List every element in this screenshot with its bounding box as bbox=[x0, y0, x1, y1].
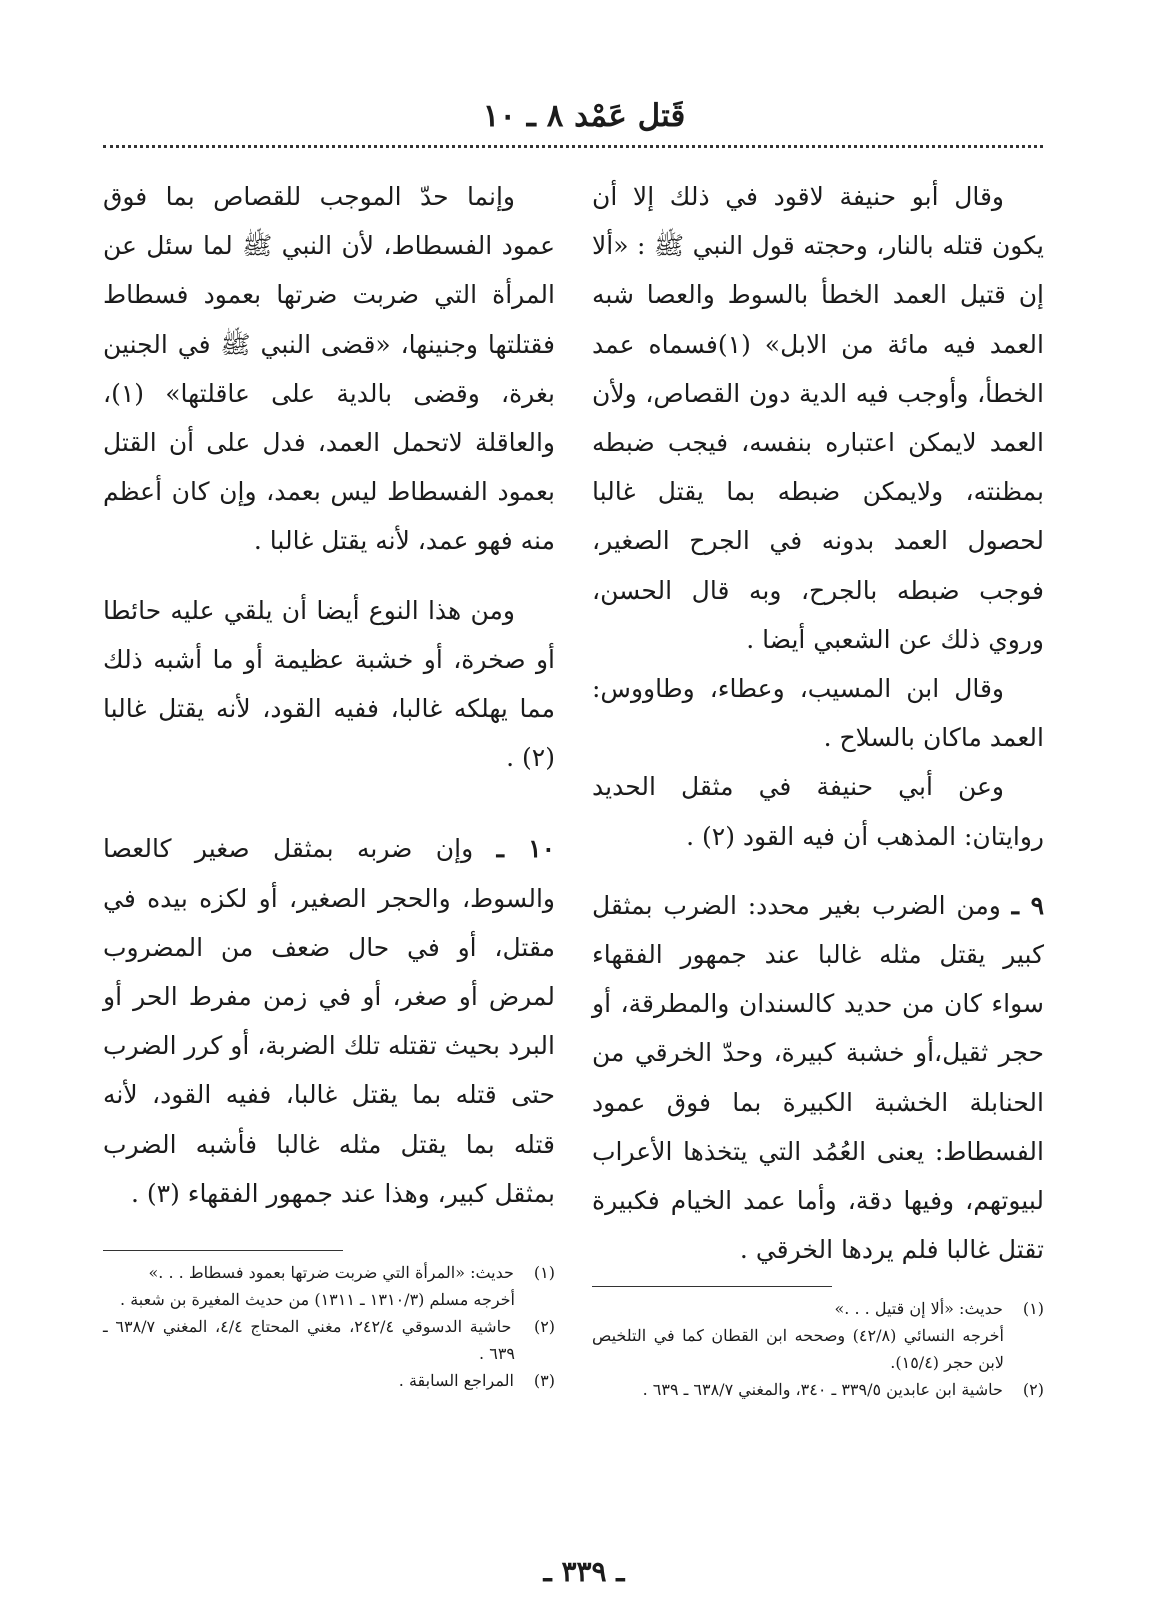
section-text: ومن الضرب بغير محدد: الضرب بمثقل كبير يقتل مثله غالبا عند جمهور الفقهاء سواء كان من حديد كالسندان والمطرقة، أو حجر ثقيل،أو خشبة كبيرة، وحدّ الخرقي من الحنابلة الخشبة الكبيرة بما فوق عمود الفسطاط: يعنى العُمُد التي يتخذها الأعراب لبيوتهم، وفيها دقة، وأما عمد الخيام فكبيرة تقتل غالبا فلم يردها الخرقي . bbox=[592, 890, 1044, 1265]
footnote-text: المراجع السابقة . bbox=[398, 1371, 514, 1391]
section-paragraph bbox=[103, 824, 555, 1218]
spacer bbox=[592, 861, 1044, 881]
footnote-text: حاشية ابن عابدين ٣٣٩/٥ ـ ٣٤٠، والمغني ٦٣٨/٧ ـ ٦٣٩ . bbox=[642, 1380, 1003, 1400]
left-column bbox=[103, 172, 555, 1394]
page-number: ـ ٣٣٩ ـ bbox=[543, 1555, 625, 1588]
footnote bbox=[592, 1295, 1044, 1376]
footnote-divider bbox=[103, 1250, 343, 1251]
spacer bbox=[103, 566, 555, 586]
header-divider bbox=[103, 145, 1043, 148]
footnote bbox=[103, 1313, 555, 1367]
footnote-text: حديث: «المرأة التي ضربت ضرتها بعمود فسطاط . . .» bbox=[148, 1263, 514, 1283]
footnote-number: (٢) bbox=[533, 1317, 556, 1337]
footnote-number: (٢) bbox=[1022, 1380, 1044, 1400]
footnotes bbox=[103, 1259, 555, 1394]
body-paragraph: وقال أبو حنيفة لاقود في ذلك إلا أن يكون قتله بالنار، وحجته قول النبي ﷺ : «ألا إن قتيل العمد الخطأ بالسوط والعصا شبه العمد فيه مائة من الابل» (١)فسماه عمد الخطأ، وأوجب فيه الدية دون القصاص، ولأن العمد لايمكن اعتباره بنفسه، فيجب ضبطه بمظنته، ولايمكن ضبطه بما يقتل غالبا لحصول العمد بدونه في الجرح الصغير، فوجب ضبطه بالجرح، وبه قال الحسن، وروي ذلك عن الشعبي أيضا . bbox=[592, 182, 1044, 654]
footnote-continuation: أخرجه مسلم (١٣١٠/٣ ـ ١٣١١) من حديث المغيرة بن شعبة . bbox=[120, 1290, 515, 1310]
section-number: ١٠ ـ bbox=[496, 834, 556, 864]
page-title: قَتل عَمْد ٨ ـ ١٠ bbox=[482, 98, 686, 134]
footnote-number: (٣) bbox=[533, 1371, 555, 1391]
section-text: وإن ضربه بمثقل صغير كالعصا والسوط، والحجر الصغير، أو لكزه بيده في مقتل، أو في حال ضعف من المضروب لمرض أو صغر، أو في زمن مفرط الحر أو البرد بحيث تقتله تلك الضربة، أو كرر الضرب حتى قتله بما يقتل غالبا، ففيه القود، لأنه قتله بما يقتل مثله غالبا فأشبه الضرب بمثقل كبير، وهذا عند جمهور الفقهاء (٣) . bbox=[103, 834, 555, 1208]
body-paragraph: وعن أبي حنيفة في مثقل الحديد روايتان: المذهب أن فيه القود (٢) . bbox=[592, 772, 1044, 851]
section-number: ٩ ـ bbox=[1011, 890, 1044, 920]
footnote bbox=[103, 1259, 555, 1313]
right-column bbox=[592, 172, 1044, 1403]
footnote-number: (١) bbox=[533, 1263, 555, 1283]
footnote-continuation: أخرجه النسائي (٤٢/٨) وصححه ابن القطان كما في التلخيص لابن حجر (١٥/٤). bbox=[592, 1326, 1004, 1373]
footnote bbox=[592, 1376, 1044, 1403]
footnotes bbox=[592, 1295, 1044, 1403]
footnote-number: (١) bbox=[1022, 1299, 1044, 1319]
footnote-divider bbox=[592, 1286, 832, 1287]
footnote bbox=[103, 1367, 555, 1394]
body-paragraph: وإنما حدّ الموجب للقصاص بما فوق عمود الفسطاط، لأن النبي ﷺ لما سئل عن المرأة التي ضربت ضرتها بعمود فسطاط فقتلتها وجنينها، «قضى النبي ﷺ في الجنين بغرة، وقضى بالدية على عاقلتها» (١)، والعاقلة لاتحمل العمد، فدل على أن القتل بعمود الفسطاط ليس بعمد، وإن كان أعظم منه فهو عمد، لأنه يقتل غالبا . bbox=[103, 182, 555, 556]
section-paragraph bbox=[592, 881, 1044, 1275]
body-paragraph: وقال ابن المسيب، وعطاء، وطاووس: العمد ماكان بالسلاح . bbox=[592, 674, 1044, 753]
footnote-text: حديث: «ألا إن قتيل . . .» bbox=[834, 1299, 1003, 1319]
footnote-text: حاشية الدسوقي ٢٤٢/٤، مغني المحتاج ٤/٤، المغني ٦٣٨/٧ ـ ٦٣٩ . bbox=[103, 1317, 515, 1364]
body-paragraph: ومن هذا النوع أيضا أن يلقي عليه حائطا أو صخرة، أو خشبة عظيمة أو ما أشبه ذلك مما يهلكه غالبا، ففيه القود، لأنه يقتل غالبا (٢) . bbox=[103, 595, 555, 773]
